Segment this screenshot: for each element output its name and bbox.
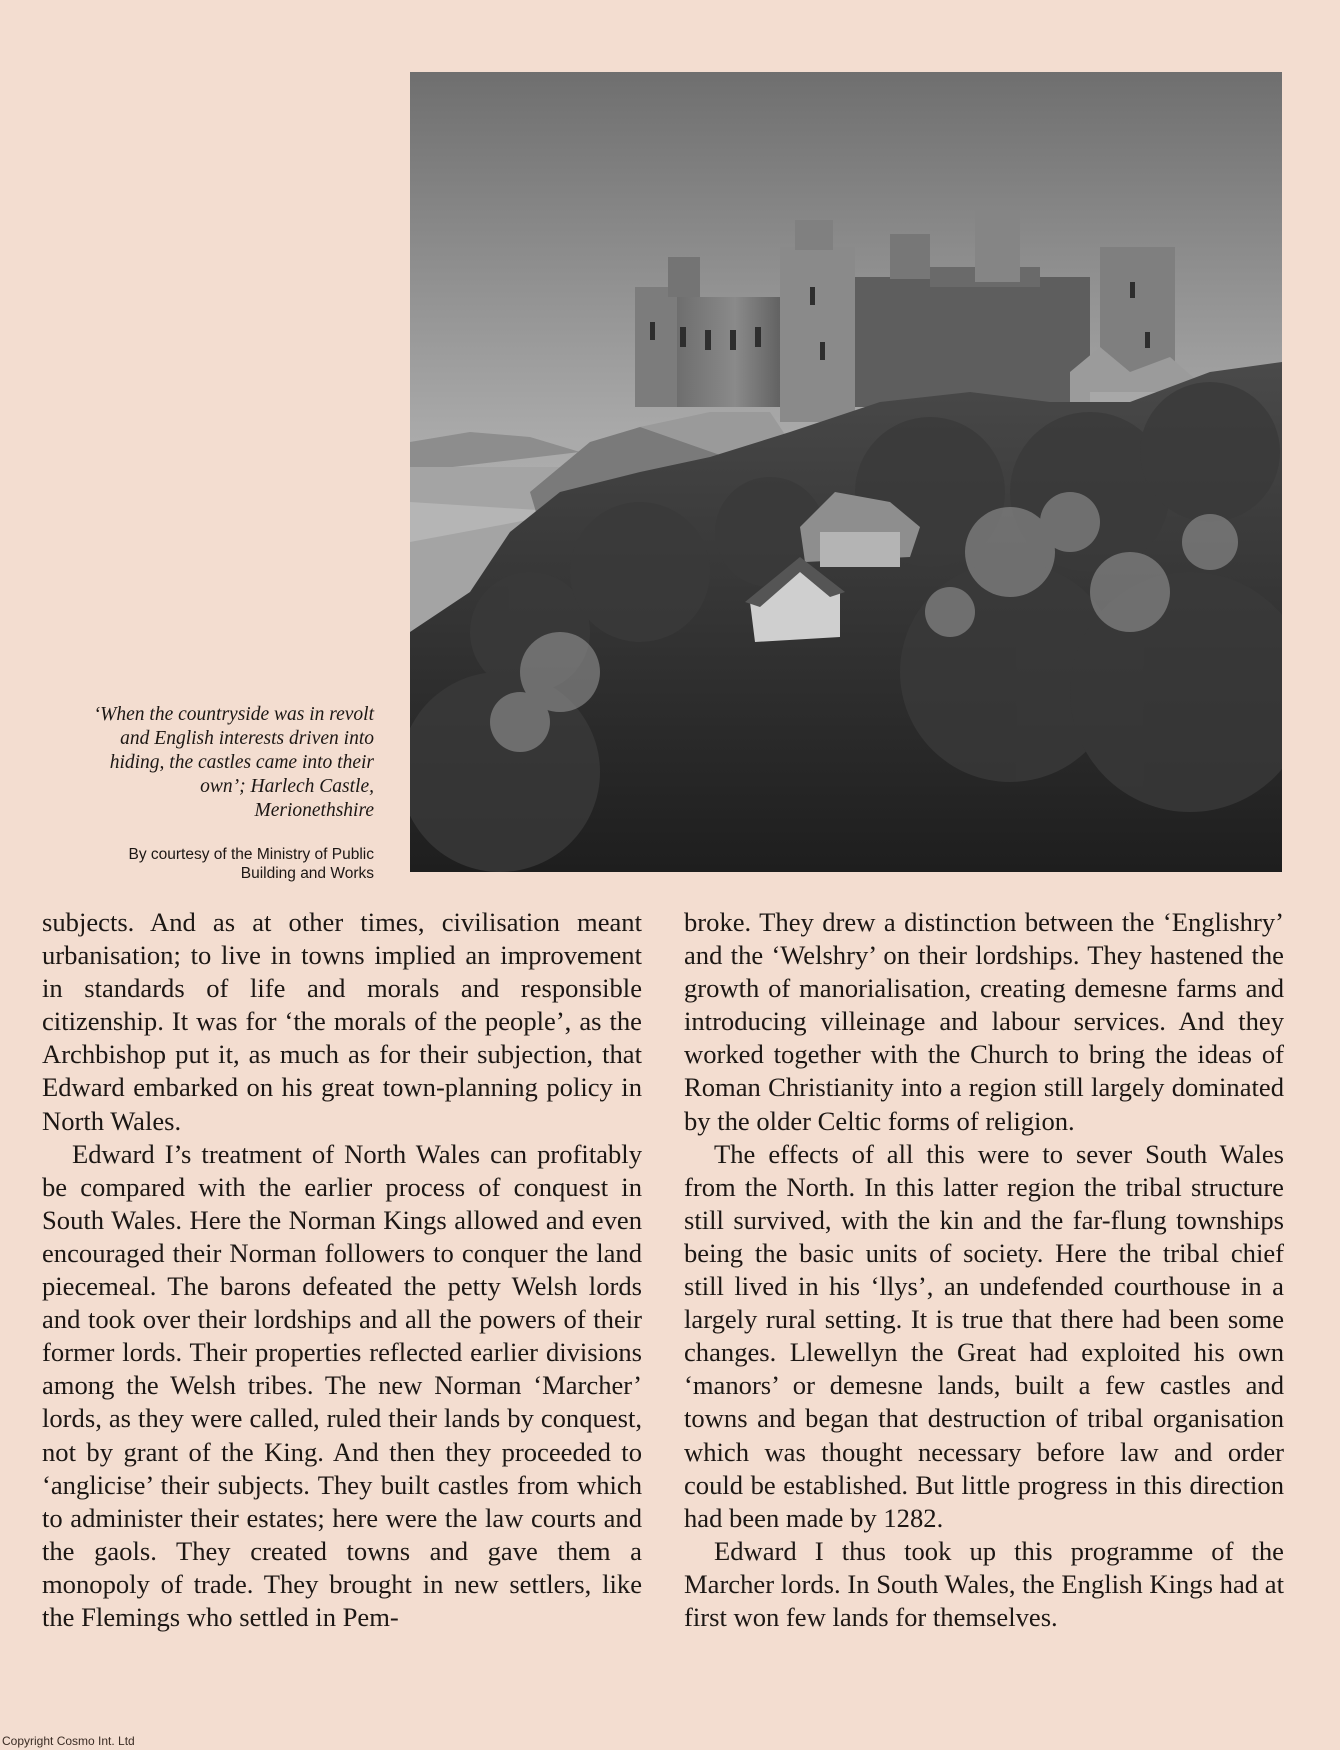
credit-line: By courtesy of the Ministry of Public: [128, 846, 374, 863]
paragraph: Edward I’s treatment of North Wales can profitably be compared with the earlier process of conquest in South Wales. Here the Norman Kings allowed and even encouraged their Norman followers to conquer the land piecemeal. The barons defeated the petty Welsh lords and took over their lordships and all the powers of their former lords. Their properties reflected earlier divisions among the Welsh tribes. The new Norman ‘Marcher’ lords, as they were called, ruled their lands by conquest, not by grant of the King. And then they proceeded to ‘anglicise’ their subjects. They built castles from which to administer their estates; here were the law courts and the gaols. They created towns and gave them a monopoly of trade. They brought in new settlers, like the Flemings who settled in Pem-: [42, 1138, 642, 1632]
caption-line: own’; Harlech Castle,: [200, 776, 374, 797]
photo-credit: [40, 845, 374, 883]
caption-line: and English interests driven into: [120, 728, 374, 749]
harlech-castle-photo: [410, 72, 1282, 872]
right-text-column: [684, 906, 1284, 1634]
paragraph: Edward I thus took up this programme of the Marcher lords. In South Wales, the English Kings had at first won few lands for themselves.: [684, 1535, 1284, 1632]
paragraph: subjects. And as at other times, civilisation meant urbanisation; to live in towns implied an improvement in standards of life and morals and responsible citizenship. It was for ‘the morals of the people’, as the Archbishop put it, as much as for their subjection, that Edward embarked on his great town-planning policy in North Wales.: [42, 907, 642, 1136]
paragraph: broke. They drew a distinction between the ‘Englishry’ and the ‘Welshry’ on their lordships. They hastened the growth of manorialisation, creating demesne farms and introducing villeinage and labour services. And they worked together with the Church to bring the ideas of Roman Christianity into a region still largely dominated by the older Celtic forms of religion.: [684, 907, 1284, 1136]
caption-line: ‘When the countryside was in revolt: [93, 704, 374, 725]
paragraph: The effects of all this were to sever South Wales from the North. In this latter region the tribal structure still survived, with the kin and the far-flung townships being the basic units of society. Here the tribal chief still lived in his ‘llys’, an undefended courthouse in a largely rural setting. It is true that there had been some changes. Llewellyn the Great had exploited his own ‘manors’ or demesne lands, built a few castles and towns and began that destruction of tribal organisation which was thought necessary before law and order could be established. But little progress in this direction had been made by 1282.: [684, 1138, 1284, 1533]
castle-photo-illustration: [410, 72, 1282, 872]
copyright-notice: Copyright Cosmo Int. Ltd: [2, 1734, 135, 1748]
caption-line: hiding, the castles came into their: [109, 752, 374, 773]
left-text-column: [42, 906, 642, 1634]
caption-line: Merionethshire: [254, 800, 374, 821]
credit-line: Building and Works: [240, 865, 374, 882]
photo-caption: [40, 703, 374, 823]
